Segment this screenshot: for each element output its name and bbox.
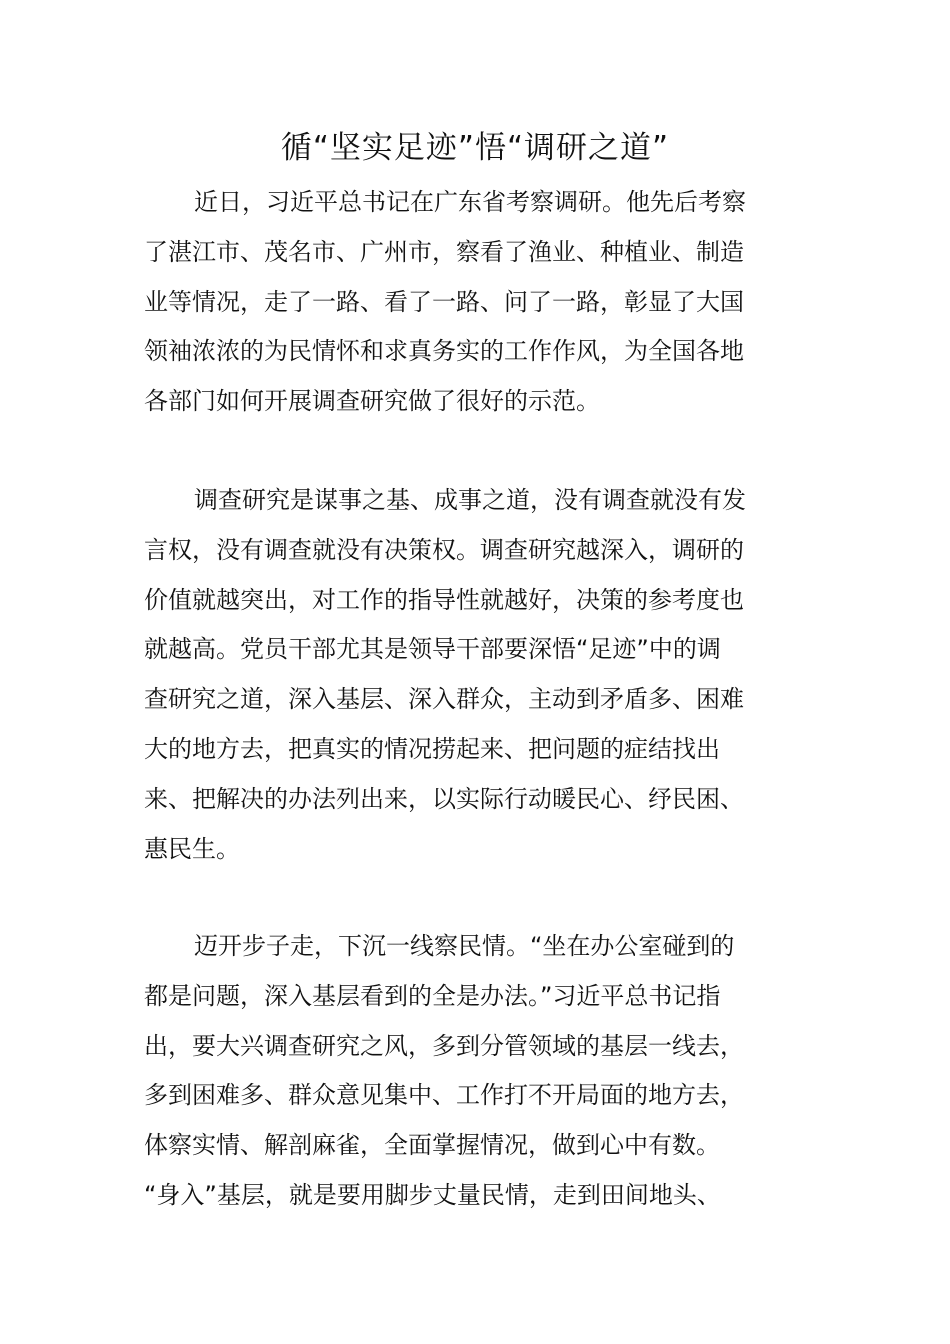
paragraph-line: 惠民生。 (144, 834, 240, 863)
paragraph-line: 领袖浓浓的为民情怀和求真务实的工作作风，为全国各地 (144, 337, 744, 366)
paragraph-line: 查研究之道，深入基层、深入群众，主动到矛盾多、困难 (144, 685, 744, 714)
paragraph-line: 来、把解决的办法列出来，以实际行动暖民心、纾民困、 (144, 784, 744, 813)
paragraph-3 (144, 922, 814, 1221)
paragraph-line: 体察实情、解剖麻雀，全面掌握情况，做到心中有数。 (144, 1131, 720, 1160)
paragraph-line: 调查研究是谋事之基、成事之道，没有调查就没有发 (194, 486, 746, 514)
paragraph-line: 价值就越突出，对工作的指导性就越好，决策的参考度也 (144, 585, 744, 614)
paragraph-line: 大的地方去，把真实的情况捞起来、把问题的症结找出 (144, 734, 720, 763)
paragraph-line: 就越高。党员干部尤其是领导干部要深悟“足迹”中的调 (144, 635, 721, 664)
document-title: 循“坚实足迹”悟“调研之道” (280, 130, 670, 166)
paragraph-line: 了湛江市、茂名市、广州市，察看了渔业、种植业、制造 (144, 237, 744, 266)
paragraph-1 (144, 178, 814, 427)
paragraph-line: 出，要大兴调查研究之风，多到分管领域的基层一线去， (144, 1031, 744, 1060)
paragraph-line: “身入”基层，就是要用脚步丈量民情，走到田间地头、 (144, 1180, 721, 1209)
paragraph-line: 业等情况，走了一路、看了一路、问了一路，彰显了大国 (144, 287, 744, 316)
paragraph-2 (144, 476, 814, 874)
paragraph-line: 迈开步子走，下沉一线察民情。“坐在办公室碰到的 (194, 932, 735, 960)
paragraph-line: 近日，习近平总书记在广东省考察调研。他先后考察 (194, 188, 746, 216)
paragraph-line: 言权，没有调查就没有决策权。调查研究越深入，调研的 (144, 535, 744, 564)
paragraph-line: 各部门如何开展调查研究做了很好的示范。 (144, 387, 600, 416)
paragraph-line: 都是问题，深入基层看到的全是办法。”习近平总书记指 (144, 981, 721, 1010)
paragraph-line: 多到困难多、群众意见集中、工作打不开局面的地方去， (144, 1081, 744, 1110)
